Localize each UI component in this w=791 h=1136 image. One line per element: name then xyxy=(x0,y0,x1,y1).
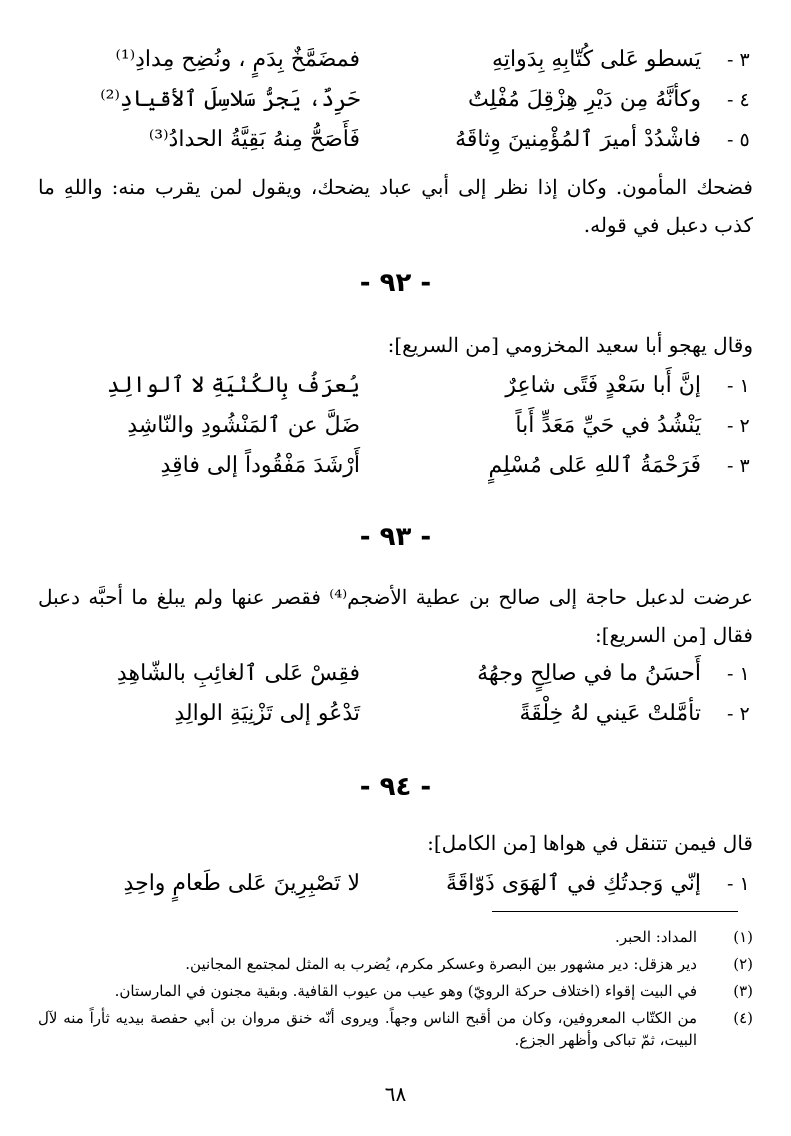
verse-number: ١ - xyxy=(727,375,750,397)
prose-paragraph: فضحك المأمون. وكان إذا نظر إلى أبي عباد يضحك، ويقول لمن يقرب منه: واللهِ ما كذب دعبل في قوله. xyxy=(38,175,753,237)
verse-first-hemistich: وكأنَّهُ مِن دَيْرِ هِزْقِلَ مُفْلِتٌ xyxy=(468,87,701,112)
verse-number: ٤ - xyxy=(727,89,750,111)
verse-first-hemistich: فاشْدُدْ أميرَ ٱلمُؤْمِنينَ وِثاقَهُ xyxy=(455,127,701,152)
footnote-text: في البيت إقواء (اختلاف حركة الرويّ) وهو عيب من عيوب القافية. وبقية مجنون في المارستان. xyxy=(114,982,697,1000)
verse-row xyxy=(20,120,761,160)
footnote xyxy=(38,953,753,975)
section-heading: - ٩٣ - xyxy=(359,522,432,552)
verse-second-hemistich: فَأَصَحُّ مِنهُ بَقِيَّةُ الحدادُ⁽³⁾ xyxy=(148,127,360,152)
footnote-text: المداد: الحبر. xyxy=(615,928,697,946)
verse-first-hemistich: فَرَحْمَةُ ٱللهِ عَلى مُسْلِمٍ xyxy=(488,453,701,478)
verse-number: ٥ - xyxy=(727,129,750,151)
verse-number: ٢ - xyxy=(727,415,750,437)
footnote xyxy=(38,980,753,1002)
verse-second-hemistich: فمضَمَّخٌ بِدَمٍ ، ونُضِح مِدادِ⁽¹⁾ xyxy=(115,47,360,72)
verse-number: ٢ - xyxy=(727,703,750,725)
footnote-text: دير هزقل: دير مشهور بين البصرة وعسكر مكرم، يُضرب به المثل لمجتمع المجانين. xyxy=(185,955,697,973)
verse-second-hemistich: لا تَصْبِرِينَ عَلى طَعامٍ واحِدِ xyxy=(123,871,360,896)
verse-row xyxy=(20,446,761,486)
verse-first-hemistich: يَنْشُدُ في حَيِّ مَعَدٍّ أَباً xyxy=(515,413,701,438)
verse-row xyxy=(20,654,761,694)
footnote xyxy=(38,926,753,948)
verse-row xyxy=(20,40,761,80)
verse-second-hemistich: فقِسْ عَلى ٱلغائِبِ بالشّاهِدِ xyxy=(116,661,360,686)
section-intro: عرضت لدعبل حاجة إلى صالح بن عطية الأضجم⁽⁴⁾ فقصر عنها ولم يبلغ ما أحبَّه دعبل فقال [من السريع]: xyxy=(38,585,754,647)
footnote-number: (٢) xyxy=(733,955,753,973)
verse-first-hemistich: أَحسَنُ ما في صالِحٍ وجهُهُ xyxy=(477,661,701,686)
verse-first-hemistich: إنّي وَجدتُكِ في ٱلهَوَى ذَوّاقَةً xyxy=(446,871,701,896)
section-heading: - ٩٢ - xyxy=(359,268,432,298)
verse-row xyxy=(20,366,761,406)
footnote xyxy=(38,1007,753,1055)
verse-number: ٣ - xyxy=(727,49,750,71)
verse-number: ١ - xyxy=(727,663,750,685)
section-intro: قال فيمن تتنقل في هواها [من الكامل]: xyxy=(427,831,753,855)
verse-number: ١ - xyxy=(727,873,750,895)
verse-second-hemistich: تَدْعُو إلى تَزْنِيَةِ الوالِدِ xyxy=(174,701,360,726)
verse-first-hemistich: إنَّ أَبا سَعْدٍ فَتًى شاعِرٌ xyxy=(505,373,701,398)
section-intro: وقال يهجو أبا سعيد المخزومي [من السريع]: xyxy=(387,333,753,357)
footnote-separator xyxy=(492,911,738,912)
section-heading: - ٩٤ - xyxy=(359,772,432,802)
footnote-number: (١) xyxy=(733,928,753,946)
verse-row xyxy=(20,694,761,734)
footnote-number: (٣) xyxy=(733,982,753,1000)
footnote-text: من الكتّاب المعروفين، وكان من أقبح الناس وجهاً. ويروى أنّه خنق مروان بن أبي حفصة بيديه ثأراً منه لآل البيت، ثمّ تباكى وأظهر الجزع. xyxy=(38,1009,697,1049)
verse-row xyxy=(20,864,761,904)
verse-second-hemistich: حَرِدٌ، يَجرُّ سَلاسِلَ ٱلأقيادِ⁽²⁾ xyxy=(100,87,360,112)
verse-number: ٣ - xyxy=(727,455,750,477)
verse-first-hemistich: تأمَّلتْ عَيني لهُ خِلْقَةً xyxy=(519,701,701,726)
verse-second-hemistich: ضَلَّ عن ٱلمَنْشُودِ والنّاشِدِ xyxy=(127,413,360,438)
footnote-number: (٤) xyxy=(733,1009,753,1027)
verse-row xyxy=(20,406,761,446)
verse-row xyxy=(20,80,761,120)
verse-second-hemistich: يُعرَفُ بِالكُنْيَةِ لا ٱلوالِدِ xyxy=(106,373,360,398)
page-number: ٦٨ xyxy=(384,1082,407,1106)
verse-first-hemistich: يَسطو عَلى كُتّابِهِ بِدَواتِهِ xyxy=(492,47,701,72)
verse-second-hemistich: أَرْشَدَ مَفْقُوداً إلى فاقِدِ xyxy=(160,453,360,478)
